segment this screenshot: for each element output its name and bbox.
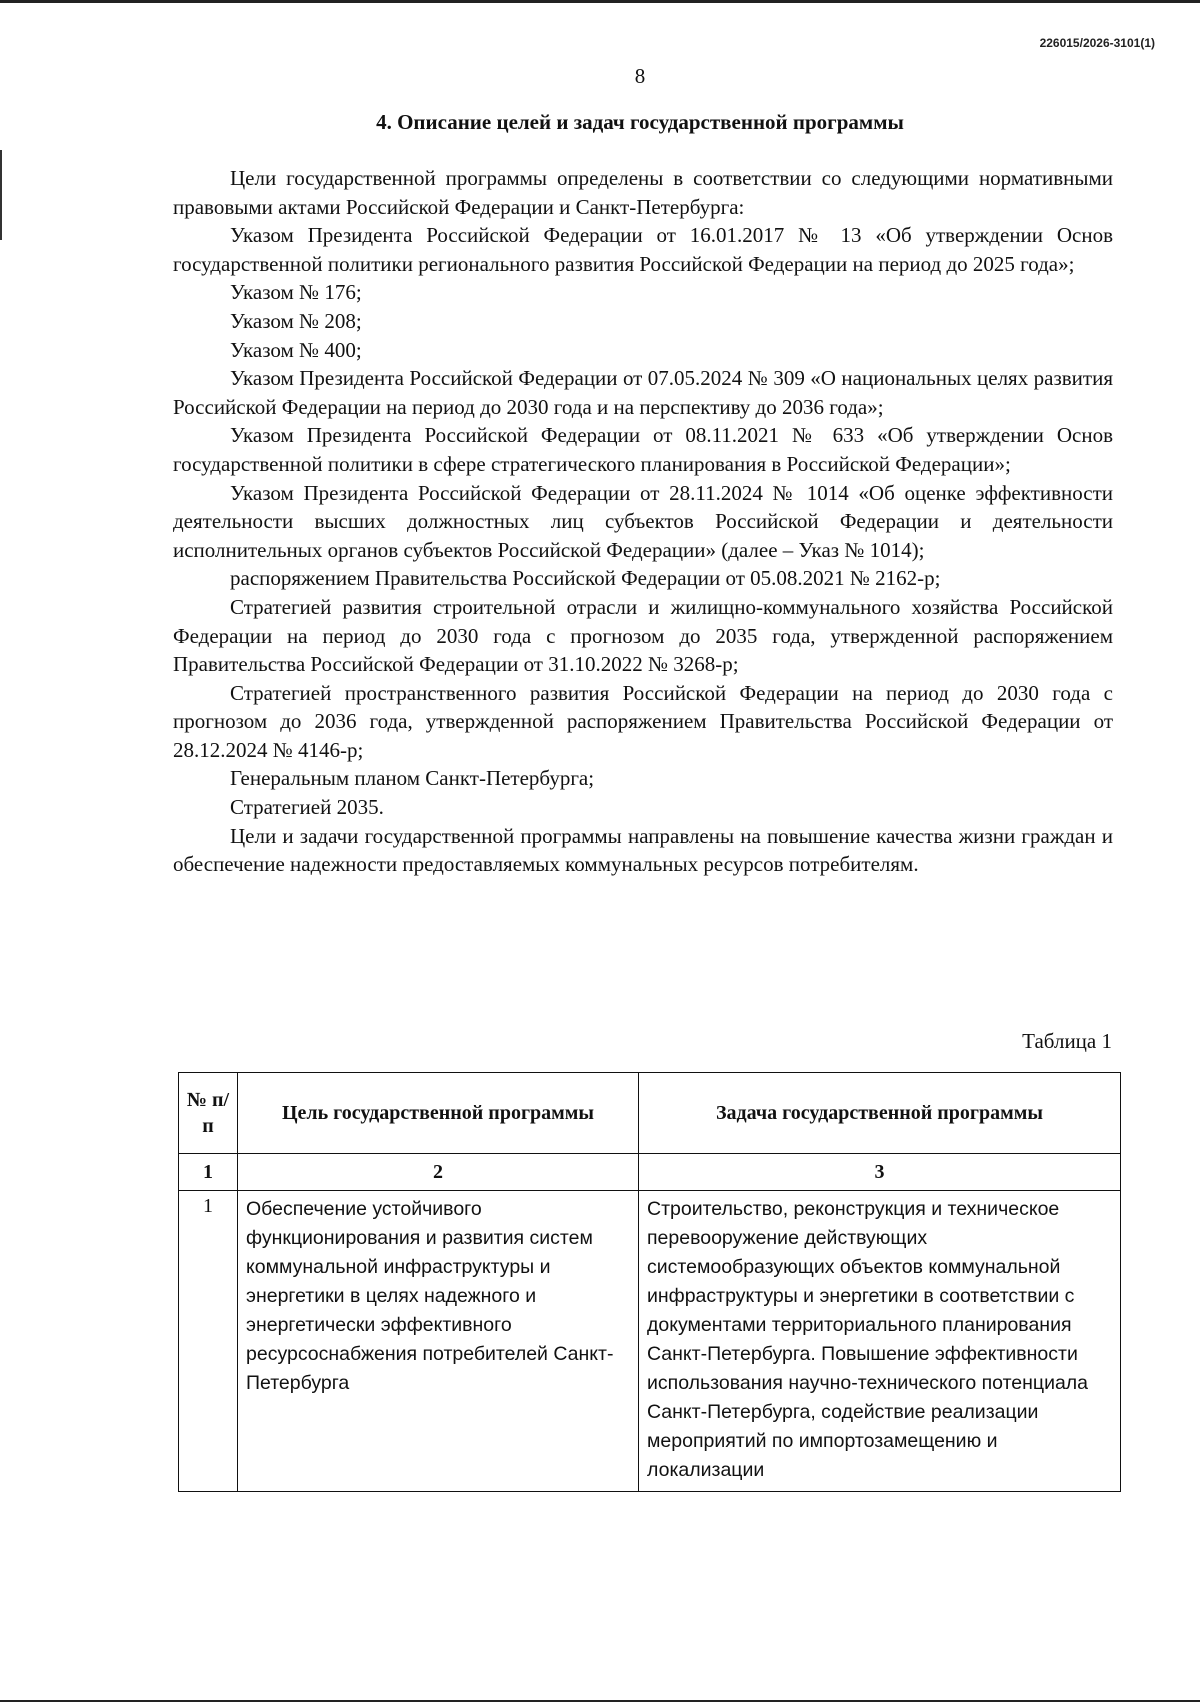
column-number-row bbox=[179, 1154, 1121, 1191]
header-num: № п/п bbox=[179, 1073, 238, 1154]
section-title: 4. Описание целей и задач государственной программы bbox=[376, 110, 904, 134]
header-task: Задача государственной программы bbox=[639, 1073, 1121, 1154]
column-number: 2 bbox=[238, 1154, 639, 1191]
paragraph: Указом Президента Российской Федерации от 28.11.2024 № 1014 «Об оценке эффективности деятельности высших должностных лиц субъектов Российской Федерации и деятельности исполнительных органов субъектов Российской Федерации» (далее – Указ № 1014); bbox=[173, 480, 1113, 562]
page-number: 8 bbox=[634, 64, 646, 88]
paragraph: Указом Президента Российской Федерации от 07.05.2024 № 309 «О национальных целях развития Российской Федерации на период до 2030 года и на перспективу до 2036 года»; bbox=[173, 366, 1113, 419]
goal-cell: Обеспечение устойчивого функционирования и развития систем коммунальной инфраструктуры и энергетики в целях надежного и энергетически эффективного ресурсоснабжения потребителей Санкт-Петербурга bbox=[238, 1191, 639, 1492]
paragraph: Указом № 208; bbox=[230, 308, 362, 333]
body-text bbox=[173, 164, 1113, 879]
paragraph: Указом Президента Российской Федерации от 08.11.2021 № 633 «Об утверждении Основ государственной политики в сфере стратегического планирования в Российской Федерации»; bbox=[173, 423, 1113, 476]
column-number: 3 bbox=[639, 1154, 1121, 1191]
column-number: 1 bbox=[179, 1154, 238, 1191]
left-scan-edge bbox=[0, 150, 2, 240]
paragraph: Стратегией развития строительной отрасли и жилищно-коммунального хозяйства Российской Федерации на период до 2030 года с прогнозом до 2035 года, утвержденной распоряжением Правительства Российской Федерации от 31.10.2022 № 3268-р; bbox=[173, 594, 1113, 677]
bottom-border-line bbox=[0, 1700, 1200, 1702]
paragraph: Цели и задачи государственной программы направлены на повышение качества жизни граждан и обеспечение надежности предоставляемых коммунальных ресурсов потребителям. bbox=[173, 823, 1113, 877]
paragraph: Указом № 400; bbox=[230, 337, 362, 362]
table-row bbox=[179, 1191, 1121, 1492]
table-caption: Таблица 1 bbox=[1022, 1029, 1112, 1053]
top-border-line bbox=[0, 0, 1200, 3]
paragraph: Стратегией пространственного развития Российской Федерации на период до 2030 года с прогнозом до 2036 года, утвержденной распоряжением Правительства Российской Федерации от 28.12.2024 № 4146-р; bbox=[173, 680, 1113, 762]
table-header-row bbox=[179, 1073, 1121, 1154]
paragraph: Генеральным планом Санкт-Петербурга; bbox=[230, 766, 595, 791]
paragraph: распоряжением Правительства Российской Федерации от 05.08.2021 № 2162-р; bbox=[230, 566, 941, 591]
paragraph: Указом Президента Российской Федерации от 16.01.2017 № 13 «Об утверждении Основ государственной политики регионального развития Российской Федерации на период до 2025 года»; bbox=[173, 223, 1113, 276]
paragraph: Цели государственной программы определены в соответствии со следующими нормативными правовыми актами Российской Федерации и Санкт-Петербурга: bbox=[173, 166, 1113, 219]
row-number: 1 bbox=[179, 1191, 238, 1492]
header-goal: Цель государственной программы bbox=[238, 1073, 639, 1154]
paragraph: Стратегией 2035. bbox=[230, 795, 384, 820]
goals-table bbox=[178, 1072, 1121, 1492]
paragraph: Указом № 176; bbox=[230, 280, 362, 305]
document-id: 226015/2026-3101(1) bbox=[1039, 36, 1155, 50]
task-cell: Строительство, реконструкция и техническое перевооружение действующих системообразующих объектов коммунальной инфраструктуры и энергетики в соответствии с документами территориального планирования Санкт-Петербурга. Повышение эффективности использования научно-технического потенциала Санкт-Петербурга, содействие реализации мероприятий по импортозамещению и локализации bbox=[639, 1191, 1121, 1492]
